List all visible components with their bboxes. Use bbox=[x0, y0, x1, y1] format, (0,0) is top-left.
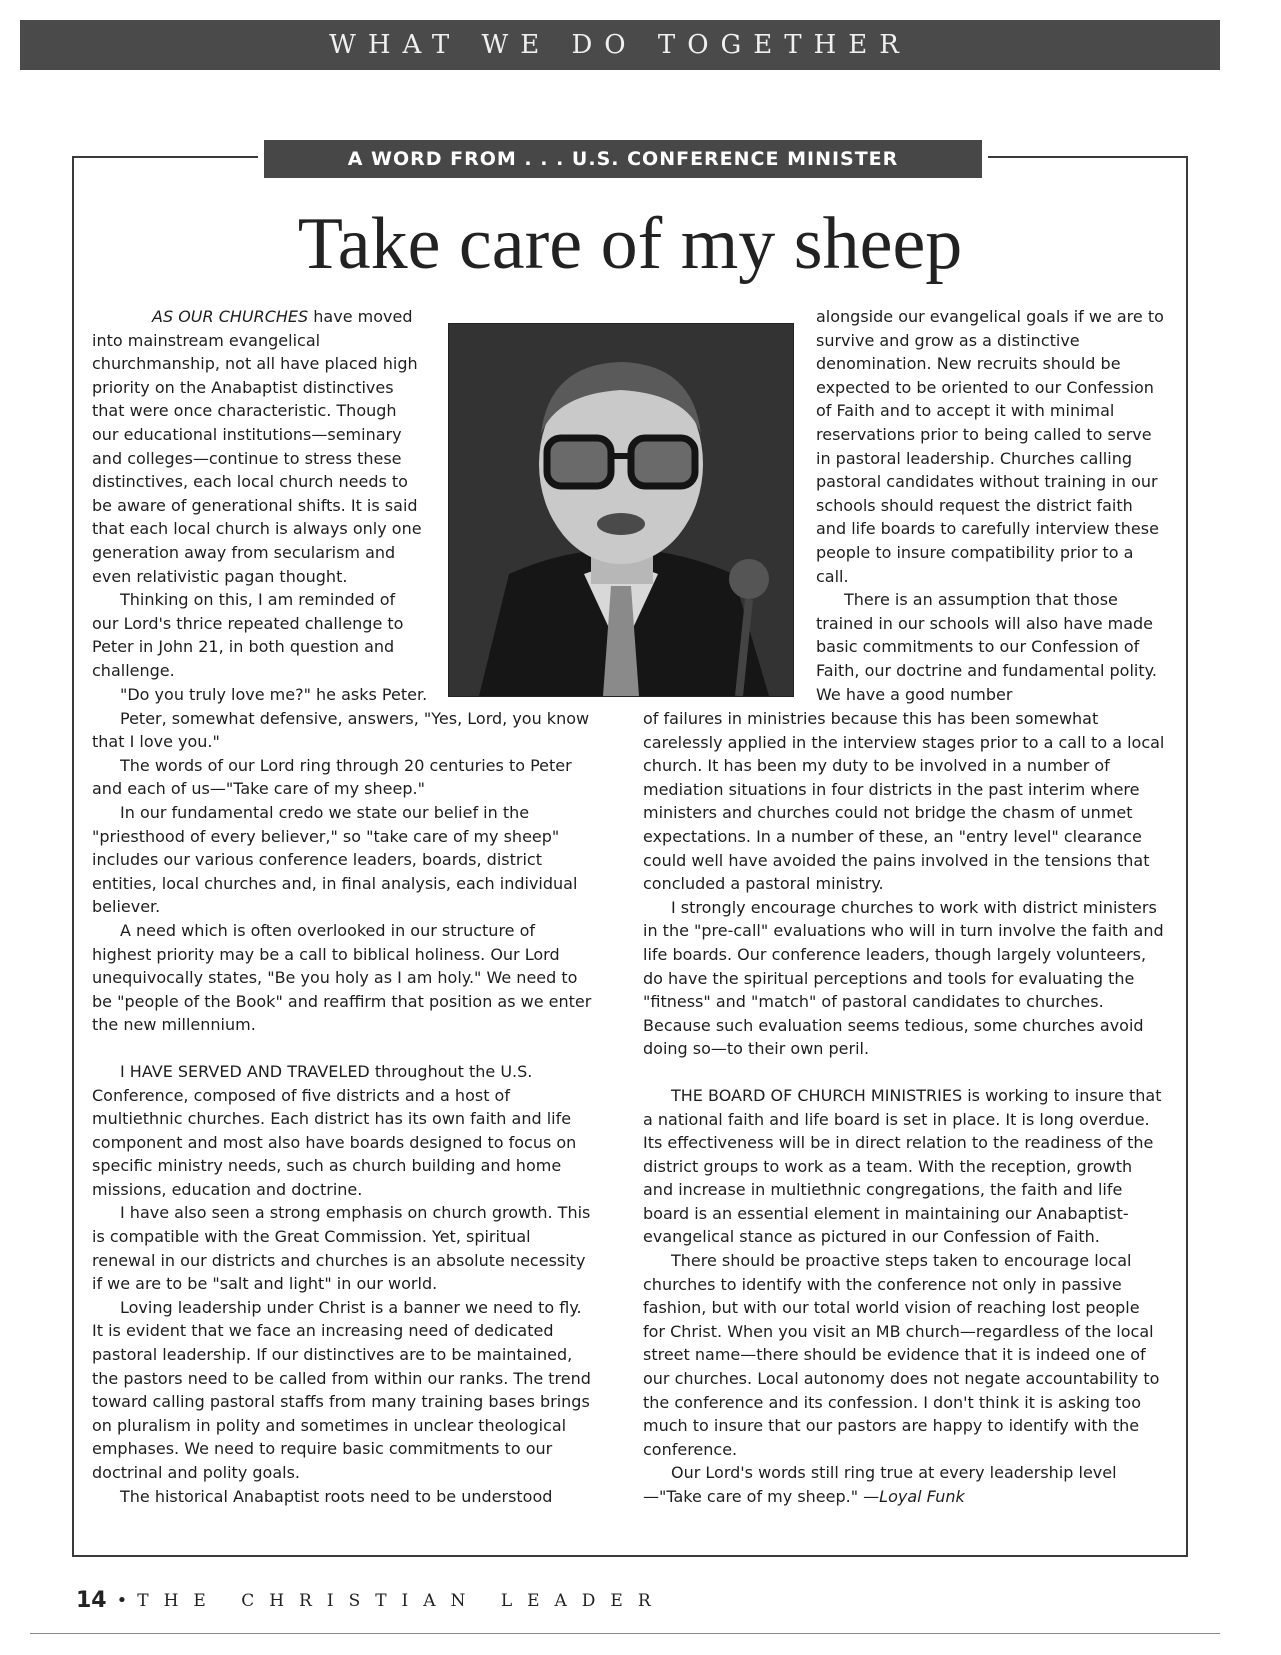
column-label-text: A WORD FROM . . . U.S. CONFERENCE MINISTER bbox=[347, 148, 899, 170]
paragraph: Thinking on this, I am reminded of our Lord's thrice repeated challenge to Peter in John 21, in both question and challenge. bbox=[92, 590, 404, 680]
paragraph: There should be proactive steps taken to encourage local churches to identify with the conference not only in passive fashion, but with our total world vision of reaching lost people for Christ. When you visit an MB church—regardless of the local street name—there should be evidence that it is indeed one of our churches. Local autonomy does not negate accountability to the conference and its confession. I don't think it is asking too much to insure that our pastors are happy to identify with the conference. bbox=[643, 1251, 1160, 1459]
paragraph: Peter, somewhat defensive, answers, "Yes, Lord, you know that I love you." bbox=[92, 708, 590, 752]
paragraph: I have also seen a strong emphasis on church growth. This is compatible with the Great Commission. Yet, spiritual renewal in our districts and churches is an absolute necessity if we are to be "salt and light" in our world. bbox=[92, 1203, 591, 1294]
paragraph: of failures in ministries because this has been somewhat carelessly applied in the interview stages prior to a call to a local church. It has been my duty to be involved in a number of mediation situations in four districts in the past interim where ministers and churches could not bridge the chasm of unmet expectations. In a number of these, an "entry level" clearance could well have avoided the pains involved in the tensions that concluded a pastoral ministry. bbox=[643, 709, 1165, 894]
paragraph: A need which is often overlooked in our structure of highest priority may be a call to biblical holiness. Our Lord unequivocally states, "Be you holy as I am holy." We need to be "people of the Book" and reaffirm that position as we enter the new millennium. bbox=[92, 920, 592, 1035]
paragraph: "Do you truly love me?" he asks Peter. bbox=[120, 685, 428, 704]
footer-bullet: • bbox=[116, 1590, 128, 1611]
paragraph: I HAVE SERVED AND TRAVELED throughout the U.S. Conference, composed of five districts and a host of multiethnic churches. Each district has its own faith and life component and most also have boards designed to focus on specific ministry needs, such as church building and home missions, education and doctrine. bbox=[92, 1061, 577, 1199]
paragraph: THE BOARD OF CHURCH MINISTRIES is working to insure that a national faith and life board is set in place. It is long overdue. Its effectiveness will be in direct relation to the readiness of the district groups to work as a team. With the reception, growth and increase in multiethnic congregations, the faith and life board is an essential element in maintaining our Anabaptist-evangelical stance as pictured in our Confession of Faith. bbox=[643, 1085, 1162, 1247]
footer-rule bbox=[30, 1633, 1220, 1634]
left-column-bottom bbox=[92, 683, 592, 1508]
paragraph bbox=[643, 1461, 1165, 1508]
paragraph: alongside our evangelical goals if we are to survive and grow as a distinctive denomination. New recruits should be expected to be oriented to our Confession of Faith and to accept it with minimal reservations prior to being called to serve in pastoral leadership. Churches calling pastoral candidates without training in our schools should request the district faith and life boards to carefully interview these people to insure compatibility prior to a call. bbox=[816, 307, 1164, 586]
paragraph: Loving leadership under Christ is a banner we need to fly. It is evident that we face an increasing need of dedicated pastoral leadership. If our distinctives are to be maintained, the pastors need to be called from within our ranks. The trend toward calling pastoral staffs from many training bases brings on pluralism in polity and sometimes in unclear theological emphases. We need to require basic commitments to our doctrinal and polity goals. bbox=[92, 1297, 591, 1482]
paragraph bbox=[92, 305, 422, 588]
page-footer bbox=[76, 1588, 666, 1613]
paragraph: In our fundamental credo we state our belief in the "priesthood of every believer," so "take care of my sheep" includes our various conference leaders, boards, district entities, local churches and, in final analysis, each individual believer. bbox=[92, 802, 578, 917]
paragraph: There is an assumption that those trained in our schools will also have made basic commitments to our Confession of Faith, our doctrine and fundamental polity. We have a good number bbox=[816, 590, 1157, 704]
portrait-photo-icon bbox=[448, 323, 794, 697]
article-headline: Take care of my sheep bbox=[297, 203, 963, 285]
section-banner bbox=[20, 20, 1220, 70]
publication-name: THE CHRISTIAN LEADER bbox=[137, 1590, 666, 1611]
section-banner-title: WHAT WE DO TOGETHER bbox=[329, 30, 911, 60]
right-column-bottom bbox=[643, 707, 1165, 1509]
author-signature: —Loyal Funk bbox=[863, 1487, 965, 1506]
closing-text: Our Lord's words still ring true at every leadership level—"Take care of my sheep." bbox=[643, 1463, 1117, 1506]
column-label bbox=[258, 140, 988, 178]
lead-in: AS OUR CHURCHES bbox=[152, 307, 309, 326]
right-column-top bbox=[816, 305, 1166, 706]
paragraph: The historical Anabaptist roots need to be understood bbox=[120, 1486, 553, 1506]
page-number: 14 bbox=[76, 1588, 107, 1613]
paragraph-text: have moved into mainstream evangelical churchmanship, not all have placed high priority on the Anabaptist distinctives that were once characteristic. Though our educational institutions—seminary and colleges—continue to stress these distinctives, each local church needs to be aware of generational shifts. It is said that each local church is always only one generation away from secularism and even relativistic pagan thought. bbox=[92, 307, 422, 586]
paragraph: I strongly encourage churches to work with district ministers in the "pre-call" evaluations who will in turn involve the faith and life boards. Our conference leaders, though largely volunteers, do have the spiritual perceptions and tools for evaluating the "fitness" and "match" of pastoral candidates to churches. Because such evaluation seems tedious, some churches avoid doing so—to their own peril. bbox=[643, 897, 1164, 1059]
paragraph: The words of our Lord ring through 20 centuries to Peter and each of us—"Take care of my sheep." bbox=[92, 755, 572, 799]
left-column-top bbox=[92, 305, 422, 683]
